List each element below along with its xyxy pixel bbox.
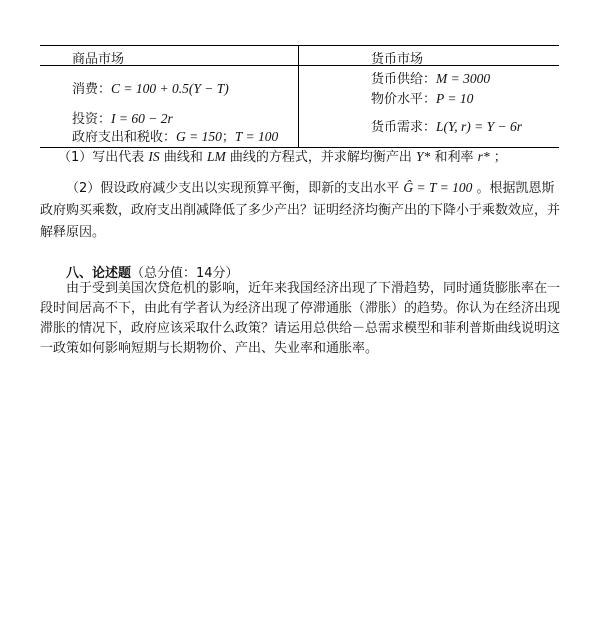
money-demand-row	[371, 116, 522, 135]
investment-row	[72, 108, 173, 127]
price-level-label: 物价水平：	[371, 92, 437, 107]
question-1-text-e: ；	[493, 150, 507, 165]
money-demand-label: 货币需求：	[371, 120, 437, 135]
price-level-row	[371, 88, 473, 107]
question-1-lm: LM	[206, 149, 226, 164]
question-1-text-a: （1）写出代表	[58, 150, 145, 165]
question-1-r-star: r*	[477, 149, 490, 164]
model-table	[40, 45, 559, 148]
question-2	[40, 177, 560, 244]
section-8-body: 由于受到美国次贷危机的影响，近年来我国经济出现了下滑趋势，同时通货膨胀率在一段时间居高不下，由此有学者认为经济出现了停滞通胀（滞胀）的趋势。你认为在经济出现滞胀的情况下，政府应该采取什么政策？请运用总供给－总需求模型和菲利普斯曲线说明这一政策如何影响短期与长期物价、产出、失业率和通胀率。	[40, 281, 561, 356]
goods-market-column	[40, 46, 299, 147]
consumption-equation: C = 100 + 0.5(Y − T)	[111, 81, 229, 96]
government-separator: ；	[221, 130, 235, 145]
question-1-text-d: 和利率	[434, 150, 474, 165]
section-8-score: （总分值：14分）	[131, 266, 239, 281]
question-1	[58, 146, 560, 169]
money-market-header: 货币市场	[371, 52, 424, 67]
government-tax: T = 100	[234, 129, 279, 144]
price-level-equation: P = 10	[436, 91, 474, 106]
question-1-text-b: 曲线和	[163, 150, 203, 165]
goods-market-header: 商品市场	[72, 52, 125, 67]
investment-label: 投资：	[72, 112, 112, 127]
question-2-text-b: 。根据凯恩斯政府购买乘数，政府支出削减降低了多少产出？证明经济均衡产出的下降小于乘数效应，并解释原因。	[40, 181, 561, 240]
money-supply-label: 货币供给：	[371, 72, 437, 87]
section-8-title: 八、论述题	[66, 266, 132, 281]
question-1-is: IS	[148, 149, 160, 164]
money-demand-equation: L(Y, r) = Y − 6r	[436, 119, 523, 134]
consumption-row	[72, 78, 229, 97]
question-1-y-star: Y*	[416, 149, 431, 164]
question-1-text-c: 曲线的方程式，并求解均衡产出	[229, 150, 412, 165]
government-spending: G = 150	[176, 129, 222, 144]
header-divider	[40, 65, 298, 66]
government-row	[72, 126, 278, 145]
money-supply-equation: M = 3000	[436, 71, 491, 86]
consumption-label: 消费：	[72, 82, 112, 97]
header-divider-right	[299, 65, 559, 66]
money-supply-row	[371, 68, 490, 87]
question-2-equation: Ĝ = T = 100	[403, 180, 473, 195]
investment-equation: I = 60 − 2r	[111, 111, 173, 126]
money-market-column	[299, 46, 559, 147]
question-2-text-a: （2）假设政府减少支出以实现预算平衡，即新的支出水平	[66, 181, 400, 196]
government-label: 政府支出和税收：	[72, 130, 177, 145]
